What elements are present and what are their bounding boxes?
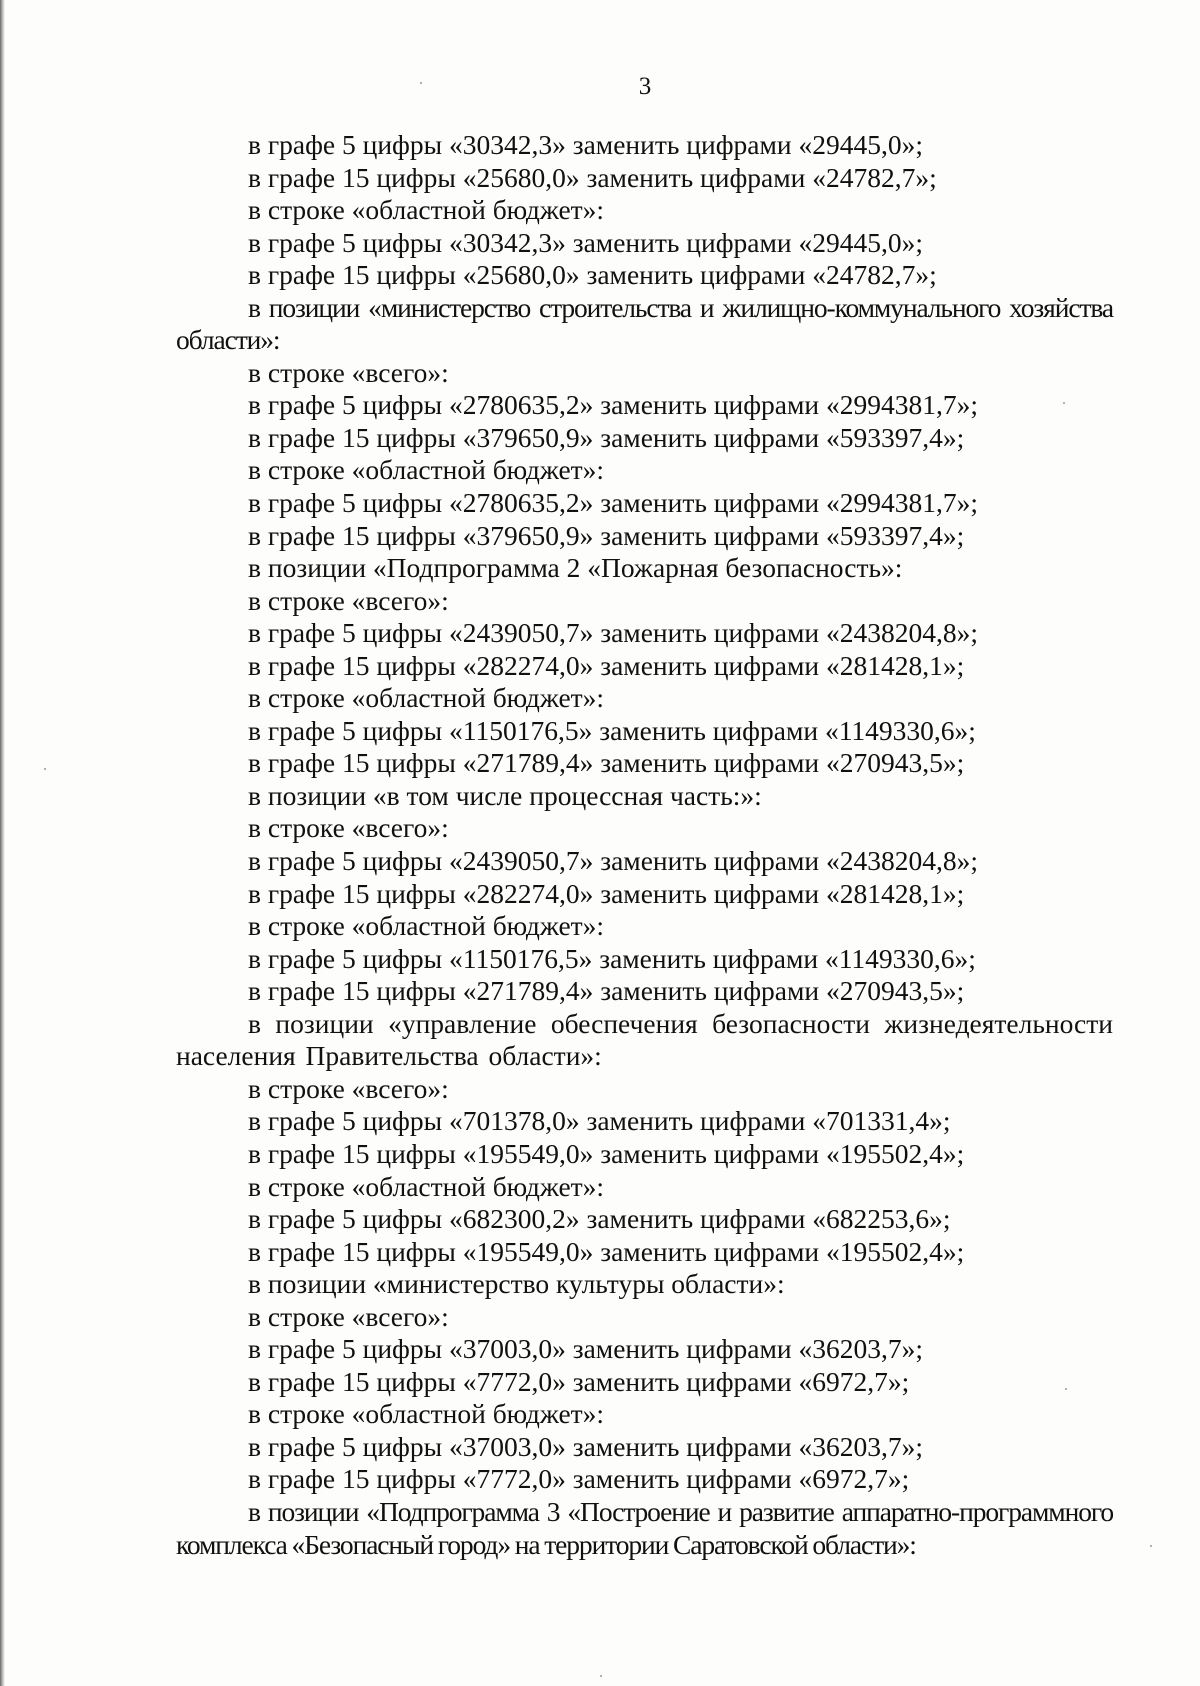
text-line: в графе 5 цифры «37003,0» заменить цифрами «36203,7»; [248,1430,923,1462]
scan-edge-shadow [0,0,5,1686]
text-line: в графе 5 цифры «701378,0» заменить цифрами «701331,4»; [248,1105,951,1137]
text-line: в графе 5 цифры «1150176,5» заменить цифрами «1149330,6»; [248,942,976,974]
page-number: 3 [638,73,652,100]
text-line: в графе 15 цифры «271789,4» заменить цифрами «270943,5»; [248,747,965,779]
scan-speck [420,82,422,84]
text-line: в графе 15 цифры «7772,0» заменить цифрами «6972,7»; [248,1365,910,1397]
text-line: в графе 15 цифры «379650,9» заменить цифрами «593397,4»; [248,519,965,551]
text-line: в графе 5 цифры «30342,3» заменить цифрами «29445,0»; [248,129,923,160]
text-line: в строке «всего»: [248,356,449,388]
document-body [176,129,1113,1561]
text-line: в графе 5 цифры «2780635,2» заменить цифрами «2994381,7»; [248,487,978,519]
text-line: в строке «областной бюджет»: [248,910,605,942]
text-line: в графе 15 цифры «282274,0» заменить цифрами «281428,1»; [248,877,965,909]
text-line: в графе 5 цифры «37003,0» заменить цифрами «36203,7»; [248,1333,923,1365]
text-line: в позиции «в том числе процессная часть:»: [248,779,762,811]
scan-speck [600,1675,602,1677]
scan-speck [1150,1545,1152,1547]
text-line: в графе 15 цифры «25680,0» заменить цифрами «24782,7»; [248,161,937,193]
scan-speck [1063,402,1065,404]
text-line: в строке «областной бюджет»: [248,682,605,714]
text-line: в строке «всего»: [248,1072,449,1104]
scan-speck [1065,1388,1067,1390]
text-line: в графе 5 цифры «30342,3» заменить цифрами «29445,0»; [248,226,923,258]
text-line: в позиции «Подпрограмма 2 «Пожарная безопасность»: [248,552,903,584]
text-line: в строке «областной бюджет»: [248,1170,605,1202]
text-line: в графе 15 цифры «25680,0» заменить цифрами «24782,7»; [248,259,937,291]
text-line: в графе 5 цифры «1150176,5» заменить цифрами «1149330,6»; [248,714,976,746]
text-line: в строке «всего»: [248,584,449,616]
text-line: в графе 5 цифры «2439050,7» заменить цифрами «2438204,8»; [248,617,978,649]
text-line: в строке «областной бюджет»: [248,1398,605,1430]
scan-speck [44,768,46,770]
text-line: в строке «областной бюджет»: [248,454,605,486]
text-paragraph: в позиции «Подпрограмма 3 «Построение и развитие аппаратно-программного комплекса «Безопасный город» на территории Саратовской области»: [176,1495,1113,1560]
text-line: в графе 15 цифры «379650,9» заменить цифрами «593397,4»; [248,421,965,453]
text-line: в строке «всего»: [248,812,449,844]
text-line: в графе 5 цифры «2780635,2» заменить цифрами «2994381,7»; [248,389,978,421]
text-line: в строке «всего»: [248,1300,449,1332]
text-line: в строке «областной бюджет»: [248,194,605,226]
text-line: в графе 15 цифры «195549,0» заменить цифрами «195502,4»; [248,1137,965,1169]
text-line: в графе 15 цифры «271789,4» заменить цифрами «270943,5»; [248,975,965,1007]
text-line: в графе 15 цифры «195549,0» заменить цифрами «195502,4»; [248,1235,965,1267]
text-line: в позиции «министерство культуры области»: [248,1268,785,1300]
text-paragraph: в позиции «управление обеспечения безопасности жизнедеятельности населения Правительства области»: [176,1007,1113,1072]
text-paragraph: в позиции «министерство строительства и жилищно-коммунального хозяйства области»: [176,291,1113,356]
text-line: в графе 15 цифры «7772,0» заменить цифрами «6972,7»; [248,1463,910,1495]
text-line: в графе 5 цифры «2439050,7» заменить цифрами «2438204,8»; [248,845,978,877]
text-line: в графе 15 цифры «282274,0» заменить цифрами «281428,1»; [248,649,965,681]
text-line: в графе 5 цифры «682300,2» заменить цифрами «682253,6»; [248,1203,951,1235]
